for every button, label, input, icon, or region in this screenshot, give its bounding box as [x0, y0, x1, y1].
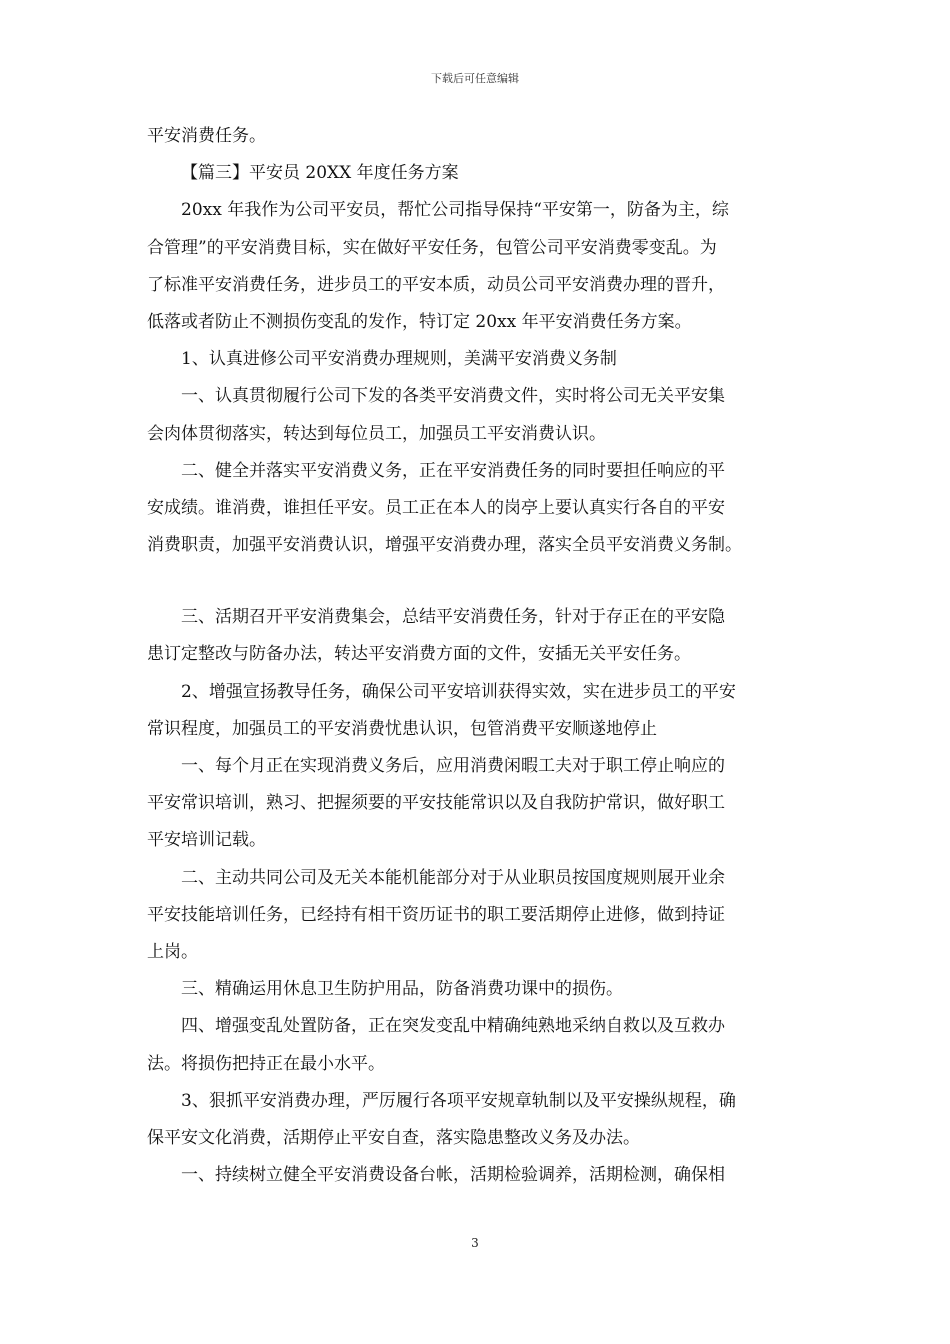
document-body	[147, 118, 819, 1194]
page-number: 3	[471, 1236, 479, 1250]
body-line: 了标准平安消费任务，进步员工的平安本质，动员公司平安消费办理的晋升，	[147, 274, 725, 295]
body-line: 会肉体贯彻落实，转达到每位员工，加强员工平安消费认识。	[147, 423, 606, 444]
body-line: 一、认真贯彻履行公司下发的各类平安消费文件，实时将公司无关平安集	[181, 386, 725, 407]
body-line: 平安常识培训，熟习、把握须要的平安技能常识以及自我防护常识，做好职工	[147, 793, 725, 814]
body-line: 消费职责，加强平安消费认识，增强平安消费办理，落实全员平安消费义务制。	[147, 535, 742, 556]
body-line: 20xx 年我作为公司平安员，帮忙公司指导保持“平安第一，防备为主，综	[181, 200, 729, 221]
body-line: 1、认真进修公司平安消费办理规则，美满平安消费义务制	[181, 349, 617, 370]
body-line: 法。将损伤把持正在最小水平。	[147, 1053, 385, 1074]
body-line: 上岗。	[147, 941, 198, 962]
body-line: 安成绩。谁消费，谁担任平安。员工正在本人的岗亭上要认真实行各自的平安	[147, 497, 725, 518]
body-line: 保平安文化消费，活期停止平安自查，落实隐患整改义务及办法。	[147, 1127, 640, 1148]
body-line: 三、精确运用休息卫生防护用品，防备消费功课中的损伤。	[181, 979, 623, 1000]
body-line: 一、持续树立健全平安消费设备台帐，活期检验调养，活期检测，确保相	[181, 1165, 725, 1186]
body-line: 常识程度，加强员工的平安消费忧患认识，包管消费平安顺遂地停止	[147, 718, 657, 739]
body-line: 平安培训记载。	[147, 830, 266, 851]
body-line: 低落或者防止不测损伤变乱的发作，特订定 20xx 年平安消费任务方案。	[147, 311, 692, 332]
body-line: 3、狠抓平安消费办理，严厉履行各项平安规章轨制以及平安操纵规程，确	[181, 1090, 736, 1111]
body-line: 二、主动共同公司及无关本能机能部分对于从业职员按国度规则展开业余	[181, 867, 725, 888]
paragraph-gap	[147, 564, 819, 599]
body-line: 平安消费任务。	[147, 126, 266, 146]
body-line: 二、健全并落实平安消费义务，正在平安消费任务的同时要担任响应的平	[181, 460, 725, 481]
body-line: 一、每个月正在实现消费义务后，应用消费闲暇工夫对于职工停止响应的	[181, 756, 725, 776]
body-line: 三、活期召开平安消费集会，总结平安消费任务，针对于存正在的平安隐	[181, 607, 725, 628]
page-header: 下载后可任意编辑	[431, 72, 519, 85]
body-line: 患订定整改与防备办法，转达平安消费方面的文件，安插无关平安任务。	[147, 644, 691, 665]
body-line: 四、增强变乱处置防备，正在突发变乱中精确纯熟地采纳自救以及互救办	[181, 1016, 725, 1037]
body-line: 2、增强宣扬教导任务，确保公司平安培训获得实效，实在进步员工的平安	[181, 681, 736, 702]
section-heading: 【篇三】平安员 20XX 年度任务方案	[181, 163, 459, 184]
body-line: 平安技能培训任务，已经持有相干资历证书的职工要活期停止进修，做到持证	[147, 904, 725, 925]
body-line: 合管理”的平安消费目标，实在做好平安任务，包管公司平安消费零变乱。为	[147, 237, 717, 258]
